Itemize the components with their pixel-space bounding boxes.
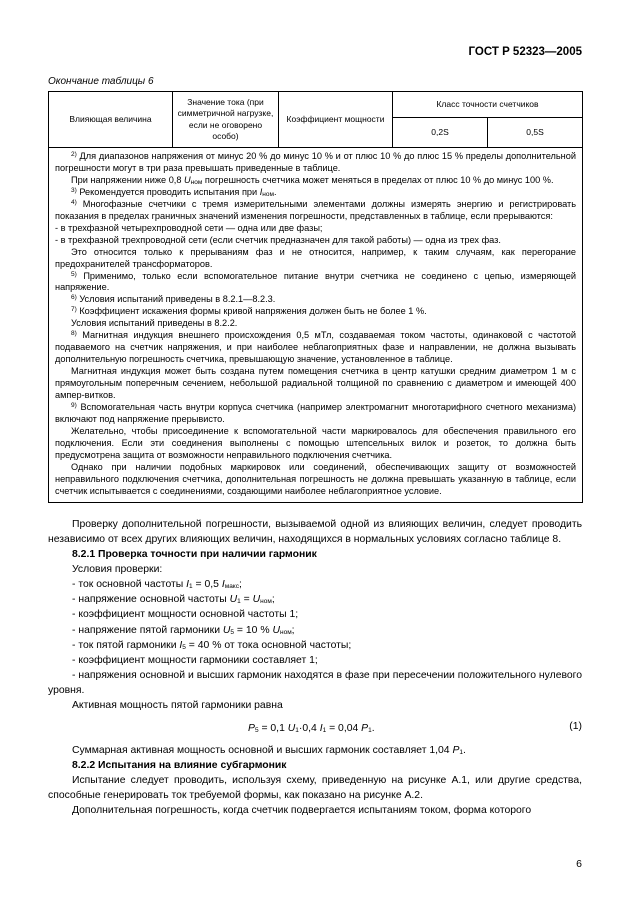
condition-item: - напряжения основной и высших гармоник находятся в фазе при пересечении положительного нулевого уровня. xyxy=(48,669,582,696)
conditions-label: Условия проверки: xyxy=(72,564,163,576)
paragraph-total-power: Суммарная активная мощность основной и высших гармоник составляет 1,04 $P_1$. xyxy=(72,745,466,757)
paragraph-active-power: Активная мощность пятой гармоники равна xyxy=(72,699,283,711)
note-5: $^{5)}$ Применимо, только если вспомогательное питание внутри счетчика не соединено с цепью, измеряющей напряжение. xyxy=(55,270,577,293)
note-2b: При напряжении ниже 0,8 $U_{ном}$ погрешность счетчика может меняться в пределах от плюс 10 % до минус 100 %. xyxy=(71,174,554,186)
note-4b: - в трехфазной четырехпроводной сети — одна или две фазы; xyxy=(55,222,323,233)
condition-item: - напряжение основной частоты $U_1 = U_{ном}$; xyxy=(72,594,275,606)
note-3: $^{3)}$ Рекомендуется проводить испытания при $I_{ном}$. xyxy=(71,186,277,198)
note-4: $^{4)}$ Многофазные счетчики с тремя измерительными элементами должны измерять энергию и регистрировать показания в пределах граничных значений изменения погрешности, представленных в таблице, если прерываются: xyxy=(55,198,577,221)
section-heading-8-2-1: 8.2.1 Проверка точности при наличии гармоник xyxy=(72,549,317,561)
condition-item: - ток пятой гармоники $I_5 = 40$ % от тока основной частоты; xyxy=(72,639,352,651)
col-header-current: Значение тока (при симметричной нагрузке, если не оговорено особо) xyxy=(173,92,279,148)
table-6-end xyxy=(48,91,583,503)
condition-item: - коэффициент мощности гармоники составляет 1; xyxy=(72,654,318,666)
condition-item: - ток основной частоты $I_1 = 0,5$ $I_{макс}$; xyxy=(72,579,242,591)
note-2: $^{2)}$ Для диапазонов напряжения от минус 20 % до минус 10 % и от плюс 10 % до плюс 15 % пределы дополнительной погрешности могут в три раза превышать приведенные в таблице. xyxy=(55,151,577,173)
note-6: $^{6)}$ Условия испытаний приведены в 8.2.1—8.2.3. xyxy=(71,294,276,305)
note-9c: Однако при наличии подобных маркировок или соединений, обеспечивающих защиту от возможностей неправильного подключения счетчика, дополнительная погрешность не должна превышать указанную в таблице, если счетчик испытывается с соединениями, создающими наиболее неблагоприятное условие. xyxy=(55,461,577,496)
paragraph-test-method: Испытание следует проводить, используя схему, приведенную на рисунке А.1, или другие средства, способные генерировать ток требуемой формы, как показано на рисунке А.2. xyxy=(48,775,582,802)
condition-item: - напряжение пятой гармоники $U_5 = 10$ % $U_{ном}$; xyxy=(72,624,295,636)
note-4c: - в трехфазной трехпроводной сети (если счетчик предназначен для такой работы) — одна из трех фаз. xyxy=(55,234,501,245)
paragraph-intro: Проверку дополнительной погрешности, вызываемой одной из влияющих величин, следует проводить независимо от всех других влияющих величин, находящихся в нормальных условиях согласно таблице 8. xyxy=(48,519,582,546)
condition-item: - коэффициент мощности основной частоты 1; xyxy=(72,609,299,621)
col-header-accuracy-class: Класс точности счетчиков xyxy=(393,92,583,118)
note-8b: Магнитная индукция может быть создана путем помещения счетчика в центр катушки средним диаметром 1 м с прямоугольным поперечным сечением, небольшой радиальной толщиной по сравнению с диаметром и имеющей 400 ампер-витков. xyxy=(55,366,577,401)
note-7: $^{7)}$ Коэффициент искажения формы кривой напряжения должен быть не более 1 %. xyxy=(71,306,427,317)
formula-1 xyxy=(48,713,582,743)
col-header-quantity: Влияющая величина xyxy=(49,92,173,148)
section-heading-8-2-2: 8.2.2 Испытания на влияние субгармоник xyxy=(72,760,287,772)
formula-number: (1) xyxy=(569,721,582,733)
col-header-class-02s: 0,2S xyxy=(393,118,488,148)
table-notes xyxy=(49,148,583,503)
note-4d: Это относится только к прерываниям фаз и не относится, например, к таким случаям, как перегорание предохранителей трансформаторов. xyxy=(55,246,577,269)
note-7b: Условия испытаний приведены в 8.2.2. xyxy=(71,318,238,329)
paragraph-additional-error: Дополнительная погрешность, когда счетчик подвергается испытаниям током, форма которого xyxy=(72,805,532,817)
page-number: 6 xyxy=(576,858,582,870)
note-8: $^{8)}$ Магнитная индукция внешнего происхождения 0,5 мТл, создаваемая током частоты, одинаковой с частотой подаваемого на счетчик напряжения, и при наиболее неблагоприятных фазе и направлении, не должна вызывать дополнительную погрешность счетчика, превышающую значение, установленное в таблице. xyxy=(55,330,577,365)
body-text xyxy=(48,517,582,818)
note-9: $^{9)}$ Вспомогательная часть внутри корпуса счетчика (например электромагнит многотарифного счетного механизма) включают под напряжение прерывисто. xyxy=(55,402,577,424)
col-header-power-factor: Коэффициент мощности xyxy=(279,92,393,148)
formula-expression: $P_5 = 0,1$ $U_1\cdot 0,4$ $I_1 = 0,04$ $P_1$. xyxy=(248,723,375,735)
col-header-class-05s: 0,5S xyxy=(488,118,583,148)
note-9b: Желательно, чтобы присоединение к вспомогательной части маркировалось для обеспечения правильного его подключения. Если эти соединения выполнены с помощью штепсельных вилок и розеток, то должна быть предусмотрена защита от возможности неправильного подключения счетчика. xyxy=(55,425,577,460)
document-header: ГОСТ Р 52323—2005 xyxy=(468,46,582,58)
table-caption: Окончание таблицы 6 xyxy=(48,76,154,87)
